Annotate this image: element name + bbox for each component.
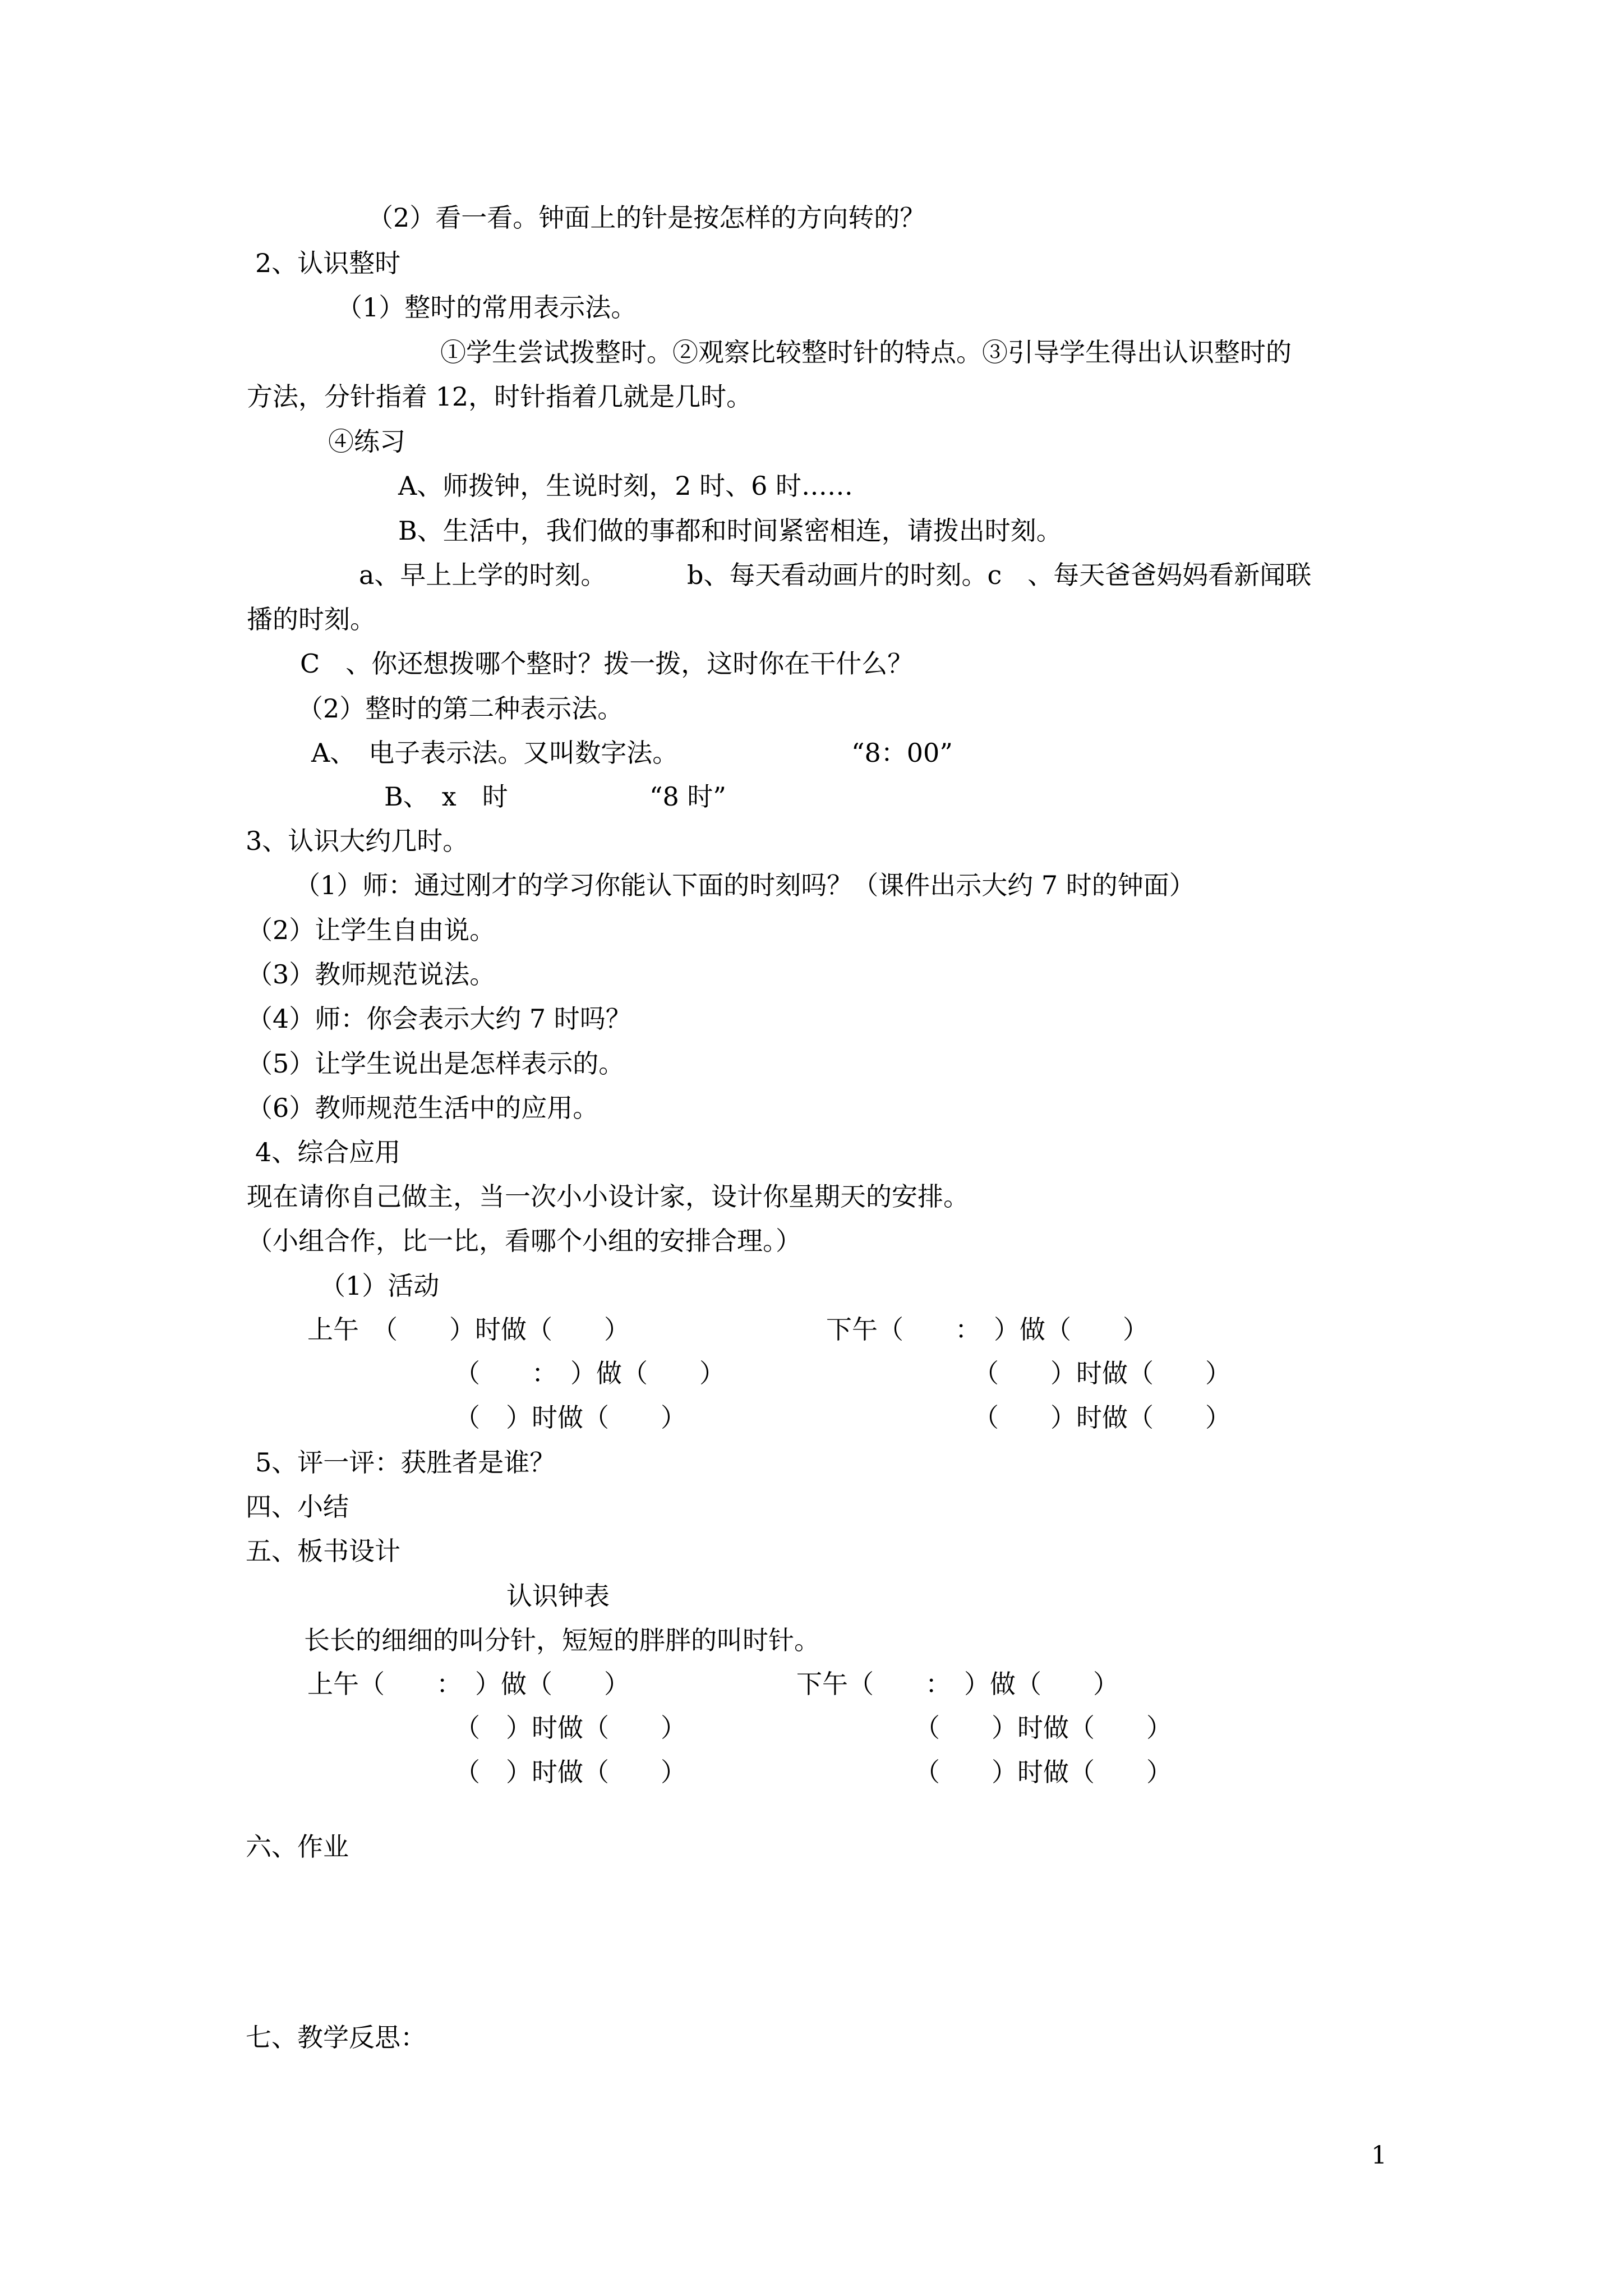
text-line: 播的时刻。 [247,604,376,634]
page-number: 1 [1371,2141,1387,2170]
text-line: （2）让学生自由说。 [247,915,496,945]
text-line: B、生活中，我们做的事都和时间紧密相连，请拨出时刻。 [398,516,1062,546]
text-line: C 、你还想拨哪个整时？拨一拨，这时你在干什么？ [300,648,914,679]
schedule-row: 下午（ ： ）做（ ） [826,1314,1149,1345]
text-line: A、 电子表示法。又叫数字法。 [311,738,679,768]
text-line: “8：00” [851,738,953,768]
schedule-row: （ ）时做（ ） [454,1757,686,1787]
section-heading: 5、评一评：获胜者是谁？ [255,1447,556,1478]
schedule-row: 上午（ ： ）做（ ） [307,1669,630,1699]
section-heading: 四、小结 [246,1492,349,1522]
text-line: a、早上上学的时刻。 [359,560,607,590]
text-line: （1）师：通过刚才的学习你能认下面的时刻吗？（课件出示大约 7 时的钟面） [294,870,1195,900]
schedule-row: （ ： ）做（ ） [454,1358,725,1388]
section-heading: 4、综合应用 [255,1137,401,1167]
section-heading: 七、教学反思： [246,2022,426,2053]
schedule-row: 下午（ ： ）做（ ） [796,1669,1119,1699]
section-heading: 3、认识大约几时。 [246,826,469,856]
text-line: （2）看一看。钟面上的针是按怎样的方向转的？ [367,203,926,233]
text-line: （6）教师规范生活中的应用。 [247,1093,599,1123]
text-line: 现在请你自己做主，当一次小小设计家，设计你星期天的安排。 [247,1181,969,1212]
text-line: b、每天看动画片的时刻。c 、每天爸爸妈妈看新闻联 [687,560,1312,590]
text-line: 长长的细细的叫分针，短短的胖胖的叫时针。 [304,1625,820,1655]
text-line: 方法，分针指着 12，时针指着几就是几时。 [247,381,753,412]
text-line: （4）师：你会表示大约 7 时吗？ [247,1004,631,1034]
board-title: 认识钟表 [506,1581,610,1611]
section-heading: 五、板书设计 [246,1536,400,1566]
text-line: “8 时” [649,781,726,812]
text-line: （5）让学生说出是怎样表示的。 [247,1048,625,1079]
text-line: B、 x 时 [384,781,508,812]
text-line: ④练习 [328,426,405,457]
section-heading: 2、认识整时 [255,248,401,278]
section-heading: 六、作业 [246,1832,349,1862]
schedule-row: （ ）时做（ ） [973,1402,1231,1433]
schedule-row: （ ）时做（ ） [914,1713,1172,1743]
schedule-row: （ ）时做（ ） [973,1358,1231,1388]
text-line: （1）活动 [320,1271,440,1301]
schedule-row: 上午 （ ）时做（ ） [307,1314,630,1345]
text-line: （小组合作，比一比，看哪个小组的安排合理。） [247,1226,801,1256]
text-line: （1）整时的常用表示法。 [336,292,637,323]
schedule-row: （ ）时做（ ） [454,1402,686,1433]
schedule-row: （ ）时做（ ） [914,1757,1172,1787]
text-line: ①学生尝试拨整时。②观察比较整时针的特点。③引导学生得出认识整时的 [440,337,1292,367]
text-line: （3）教师规范说法。 [247,959,496,990]
text-line: （2）整时的第二种表示法。 [297,693,624,724]
schedule-row: （ ）时做（ ） [454,1713,686,1743]
text-line: A、师拨钟，生说时刻，2 时、6 时…… [398,471,853,501]
